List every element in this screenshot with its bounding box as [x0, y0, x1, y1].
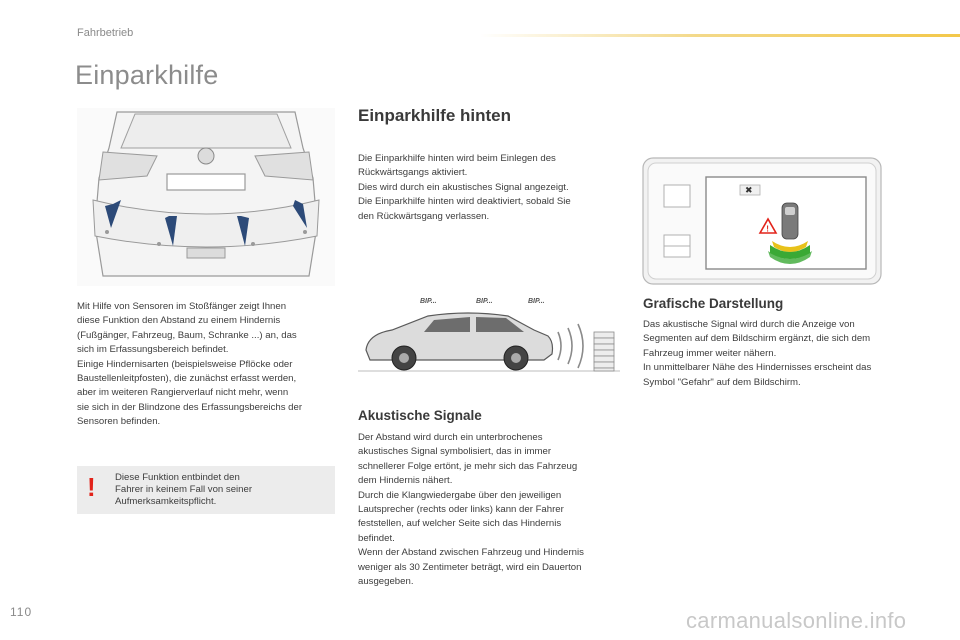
beep-label: BIP...	[528, 298, 545, 305]
acoustic-text: Der Abstand wird durch ein unterbrochenes akustisches Signal symbolisiert, das in immer schnellerer Folge ertönt, je mehr sich das Fahrzeug dem Hindernis nähert. Durch die Klangwiedergabe über den jeweiligen Lautsprecher (rechts oder links) kann der Fahrer feststellen, auf welcher Seite sich das Hindernis befindet. Wenn der Abstand zwischen Fahrzeug und Hindernis weniger als 30 Zentimeter beträgt, wird ein Dauerton ausgegeben.	[358, 432, 584, 588]
touchscreen-parking-display-illustration	[642, 157, 882, 285]
intro-text: Mit Hilfe von Sensoren im Stoßfänger zeigt Ihnen diese Funktion den Abstand zu einem Hindernis (Fußgänger, Fahrzeug, Baum, Schranke ...) an, das sich im Erfassungsbereich befindet. Einige Hindernisarten (beispielsweise Pflöcke oder Baustellenleitpfosten), die zunächst erfasst werden, aber im weiteren Rangierverlauf nicht mehr, wenn sie sich in der Blindzone des Erfassungsbereichs der Sensoren befinden.	[77, 301, 303, 428]
svg-text:!: !	[766, 224, 769, 234]
rear-bumper-sensors-illustration	[77, 108, 335, 286]
acoustic-heading: Akustische Signale	[358, 408, 482, 423]
warning-exclamation-icon: !	[87, 472, 96, 502]
beep-label: BIP...	[420, 298, 437, 305]
beep-label: BIP...	[476, 298, 493, 305]
rear-assist-text: Die Einparkhilfe hinten wird beim Einlegen des Rückwärtsgangs aktiviert. Dies wird durch ein akustisches Signal angezeigt. Die Einparkhilfe hinten wird deaktiviert, sobald Sie den Rückwärtsgang verlassen.	[358, 153, 571, 222]
graphic-text: Das akustische Signal wird durch die Anzeige von Segmenten auf dem Bildschirm ergänzt, die sich dem Fahrzeug immer weiter nähern. In unmittelbarer Nähe des Hindernisses erscheint das Symbol "Gefahr" auf dem Bildschirm.	[643, 319, 872, 388]
warning-text: Diese Funktion entbindet den Fahrer in keinem Fall von seiner Aufmerksamkeitspflicht.	[115, 472, 253, 507]
rear-assist-heading: Einparkhilfe hinten	[358, 106, 512, 125]
graphic-heading: Grafische Darstellung	[643, 296, 784, 311]
car-approaching-wall-illustration	[358, 290, 620, 390]
page-title: Einparkhilfe	[75, 60, 219, 90]
page-number: 110	[10, 605, 33, 619]
warning-box	[77, 466, 335, 514]
header-accent-rule	[480, 34, 960, 37]
section-label: Fahrbetrieb	[77, 27, 134, 39]
watermark: carmanualsonline.info	[686, 608, 907, 633]
close-icon: ✖	[745, 185, 753, 195]
